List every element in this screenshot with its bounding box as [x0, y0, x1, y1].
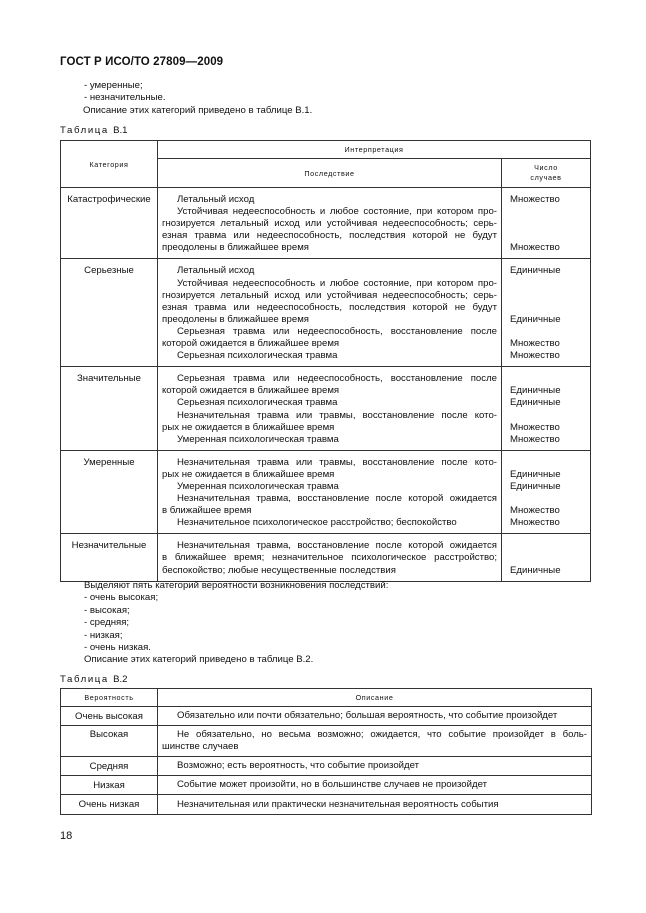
middle-line: - высокая; — [84, 604, 130, 616]
table-row — [61, 188, 591, 259]
consequence-line: Незначительная травма, восстановление после которой ожидается — [177, 540, 497, 552]
description-line: Возможно; есть вероятность, что событие произойдет — [177, 760, 420, 772]
consequence-line: беспокойство; любые несущественные последствия — [162, 564, 396, 576]
intro-line: Описание этих категорий приведено в таблице В.1. — [83, 104, 313, 116]
description-cell — [158, 795, 592, 815]
consequence-line: преодолены в ближайшее время — [162, 313, 309, 325]
count-cell — [502, 534, 591, 582]
probability-categories-table — [60, 688, 592, 815]
count-line: Множество — [510, 433, 560, 445]
count-line: Единичные — [510, 468, 561, 480]
table-row — [61, 707, 592, 726]
probability-cell: Высокая — [61, 726, 158, 757]
probability-cell: Средняя — [61, 757, 158, 776]
count-line: Единичные — [510, 313, 561, 325]
count-line: Единичные — [510, 397, 561, 409]
table1-caption — [60, 125, 128, 136]
header-consequence: Последствие — [158, 159, 502, 188]
category-cell: Серьезные — [61, 259, 158, 367]
consequence-line: Незначительная травма или травмы, восстановление после кото- — [177, 409, 497, 421]
count-line — [510, 540, 586, 552]
category-cell: Значительные — [61, 367, 158, 451]
header-interpretation: Интерпретация — [158, 141, 591, 159]
probability-cell: Низкая — [61, 776, 158, 795]
description-line: шинстве случаев — [162, 741, 239, 753]
description-line: Не обязательно, но весьма возможно; ожидается, что событие произойдет в боль- — [177, 729, 587, 741]
count-line — [510, 493, 586, 505]
description-cell — [158, 776, 592, 795]
table2-caption — [60, 674, 128, 685]
consequence-cell — [158, 259, 502, 367]
consequence-line: Умеренная психологическая травма — [177, 433, 339, 445]
consequence-line: Незначительная травма или травмы, восстановление после кото- — [177, 456, 497, 468]
consequence-cell — [158, 450, 502, 534]
header-count — [502, 159, 591, 188]
description-cell — [158, 726, 592, 757]
table-row — [61, 367, 591, 451]
header-category: Категория — [61, 141, 158, 188]
consequence-line: Серьезная психологическая травма — [177, 350, 338, 362]
count-line — [510, 410, 586, 422]
count-line — [510, 326, 586, 338]
count-line — [510, 278, 586, 290]
count-line — [510, 457, 586, 469]
count-line: Единичные — [510, 385, 561, 397]
probability-cell: Очень низкая — [61, 795, 158, 815]
middle-line: - низкая; — [84, 629, 123, 641]
document-header: ГОСТ Р ИСО/ТО 27809—2009 — [60, 56, 224, 68]
count-line — [510, 302, 586, 314]
consequence-line: Летальный исход — [177, 194, 255, 205]
consequence-categories-table — [60, 140, 591, 582]
count-line: Множество — [510, 517, 560, 529]
category-cell: Умеренные — [61, 450, 158, 534]
consequence-line: Устойчивая недееспособность и любое состояние, при котором про- — [177, 277, 497, 289]
table-row — [61, 776, 592, 795]
page-number: 18 — [60, 830, 73, 842]
consequence-line: которой ожидается в ближайшее время — [162, 385, 340, 397]
table-row — [61, 795, 592, 815]
probability-cell: Очень высокая — [61, 707, 158, 726]
header-description: Описание — [158, 689, 592, 707]
table-row — [61, 534, 591, 582]
count-line: Единичные — [510, 480, 561, 492]
header-probability: Вероятность — [61, 689, 158, 707]
middle-line: - средняя; — [84, 617, 130, 629]
count-cell — [502, 367, 591, 451]
count-line — [510, 230, 586, 242]
table2-caption-number: В.2 — [113, 674, 128, 685]
consequence-cell — [158, 534, 502, 582]
consequence-line: Умеренная психологическая травма — [177, 480, 339, 492]
count-cell — [502, 450, 591, 534]
consequence-cell — [158, 188, 502, 259]
consequence-line: в ближайшее время — [162, 505, 252, 517]
count-line: Множество — [510, 194, 560, 205]
category-cell: Незначительные — [61, 534, 158, 582]
consequence-line: Незначительное психологическое расстройство; беспокойство — [177, 517, 457, 529]
middle-line: - очень низкая. — [84, 642, 151, 654]
count-line: Множество — [510, 350, 560, 362]
description-line: Событие может произойти, но в большинстве случаев не произойдет — [177, 779, 487, 791]
count-line: Множество — [510, 505, 560, 517]
consequence-line: Летальный исход — [177, 265, 255, 277]
intro-line: - незначительные. — [84, 92, 166, 104]
count-line — [510, 373, 586, 385]
consequence-line: гнозируется летальный исход или устойчивая недееспособность; серь- — [162, 289, 497, 301]
consequence-line: гнозируется летальный исход или устойчивая недееспособность; серь- — [162, 218, 497, 230]
table-row — [61, 450, 591, 534]
consequence-line: преодолены в ближайшее время — [162, 242, 309, 254]
header-count-line: Число — [534, 163, 558, 172]
middle-text — [84, 580, 388, 667]
consequence-line: в ближайшее время; незначительное психологическое расстройство; — [162, 552, 497, 564]
middle-line: Выделяют пять категорий вероятности возникновения последствий: — [84, 580, 389, 591]
consequence-line: Серьезная травма или недееспособность, восстановление после — [177, 373, 497, 385]
table-row — [61, 726, 592, 757]
header-count-line: случаев — [530, 173, 562, 182]
middle-line: Описание этих категорий приведено в таблице В.2. — [84, 654, 314, 666]
table-row — [61, 757, 592, 776]
category-cell: Катастрофические — [61, 188, 158, 259]
count-line: Множество — [510, 338, 560, 350]
count-line: Единичные — [510, 564, 561, 576]
consequence-cell — [158, 367, 502, 451]
count-line: Единичные — [510, 265, 561, 277]
count-line — [510, 218, 586, 230]
consequence-line: езная травма или недееспособность, последствия которой не будут — [162, 301, 497, 313]
count-cell — [502, 188, 591, 259]
consequence-line: езная травма или недееспособность, последствия которой не будут — [162, 230, 497, 242]
description-line: Незначительная или практически незначительная вероятность события — [177, 798, 499, 810]
middle-line: - очень высокая; — [84, 592, 159, 604]
consequence-line: Незначительная травма, восстановление после которой ожидается — [177, 493, 497, 505]
consequence-line: Серьезная травма или недееспособность, восстановление после — [177, 325, 497, 337]
consequence-line: рых не ожидается в ближайшее время — [162, 421, 335, 433]
table1-caption-label: Таблица — [60, 125, 109, 136]
description-cell — [158, 707, 592, 726]
description-line: Обязательно или почти обязательно; большая вероятность, что событие произойдет — [177, 710, 558, 721]
count-line: Множество — [510, 242, 560, 254]
consequence-line: которой ожидается в ближайшее время — [162, 338, 340, 350]
table1-caption-number: В.1 — [113, 125, 128, 136]
count-cell — [502, 259, 591, 367]
consequence-line: Устойчивая недееспособность и любое состояние, при котором про- — [177, 206, 497, 218]
consequence-line: рых не ожидается в ближайшее время — [162, 468, 335, 480]
count-line — [510, 552, 586, 564]
intro-line: - умеренные; — [84, 80, 143, 91]
count-line — [510, 290, 586, 302]
consequence-line: Серьезная психологическая травма — [177, 397, 338, 409]
description-cell — [158, 757, 592, 776]
count-line — [510, 206, 586, 218]
count-line: Множество — [510, 421, 560, 433]
table-row — [61, 259, 591, 367]
intro-text — [84, 80, 312, 117]
table2-caption-label: Таблица — [60, 674, 109, 685]
